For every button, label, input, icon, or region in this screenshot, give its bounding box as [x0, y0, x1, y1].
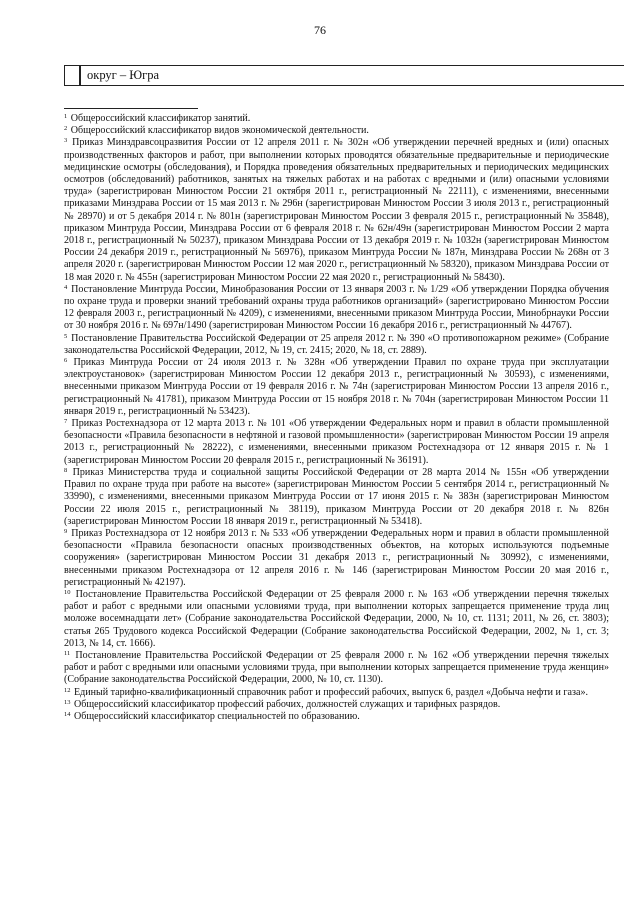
- footnote-text: Общероссийский классификатор специальностей по образованию.: [74, 710, 360, 722]
- footnote-9: [64, 528, 609, 589]
- footnote-2: [64, 125, 609, 137]
- footnote-text: Постановление Правительства Российской Федерации от 25 февраля 2000 г. № 162 «Об утверждении перечня тяжелых работ и работ с вредными или опасными условиями труда, при выполнении которых запрещается применение труда женщин» (Собрание законодательства Российской Федерации, 2000, № 10, ст. 1130).: [64, 649, 609, 686]
- footnote-text: Общероссийский классификатор занятий.: [70, 113, 251, 124]
- footnote-1: [64, 113, 609, 125]
- footnote-text: Приказ Министерства труда и социальной защиты Российской Федерации от 28 марта 2014 № 155н «Об утверждении Правил по охране труда при работе на высоте» (зарегистрирован Минюстом России 5 сентября 2014 г., регистрационный № 33990), с изменениями, внесенными приказом Минтруда России от 17 июня 2015 г. № 383н (зарегистрирован Минюстом России 22 июля 2015 г., регистрационный № 38119), приказом Минтруда России от 20 декабря 2018 г. № 826н (зарегистрирован Минюстом России 18 января 2019 г., регистрационный № 53418).: [64, 466, 609, 527]
- footnote-text: Приказ Минздравсоцразвития России от 12 апреля 2011 г. № 302н «Об утверждении перечней вредных и (или) опасных производственных факторов и работ, при выполнении которых проводятся обязательные предварительные и периодические медицинские осмотры (обследования), и Порядка проведения обязательных предварительных и периодических медицинских осмотров (обследований) работников, занятых на тяжелых работах и на работах с вредными и (или) опасными условиями труда» (зарегистрирован Минюстом России 21 октября 2011 г., регистрационный № 22111), с изменениями, внесенными приказами Минздрава России от 15 мая 2013 г. № 296н (зарегистрирован Минюстом России 3 июля 2013 г., регистрационный № 28970) и от 5 декабря 2014 г. № 801н (зарегистрирован Минюстом России 3 февраля 2015 г., регистрационный № 35848), приказом Минтруда России, Минздрава России от 6 февраля 2018 г. № 62н/49н (зарегистрирован Минюстом России 2 марта 2018 г., регистрационный № 50237), приказом Минздрава России от 13 декабря 2019 г. № 1032н (зарегистрирован Минюстом России 24 декабря 2019 г., регистрационный № 56976), приказом Минтруда России № 187н, Минздрава России № 268н от 3 апреля 2020 г. (зарегистрирован Минюстом России 12 мая 2020 г., регистрационный № 58320), приказом Минздрава России от 18 мая 2020 г. № 455н (зарегистрирован Минюстом России 22 мая 2020 г., регистрационный № 58430).: [64, 137, 609, 283]
- footnote-marker: 8: [64, 466, 68, 474]
- footnote-separator: [64, 108, 198, 109]
- footnote-marker: 2: [64, 125, 68, 133]
- footnote-8: [64, 467, 609, 528]
- footnote-3: [64, 137, 609, 283]
- footnote-10: [64, 589, 609, 650]
- footnote-text: Постановление Правительства Российской Федерации от 25 апреля 2012 г. № 390 «О противопожарном режиме» (Собрание законодательства Российской Федерации, 2012, № 19, ст. 2415; 2020, № 18, ст. 2889).: [64, 332, 609, 356]
- footnote-text: Общероссийский классификатор видов экономической деятельности.: [70, 125, 369, 137]
- footnote-text: Приказ Ростехнадзора от 12 ноября 2013 г. № 533 «Об утверждении Федеральных норм и правил в области промышленной безопасности «Правила безопасности опасных производственных объектов, на которых используются подъемные сооружения» (зарегистрирован Минюстом России 31 декабря 2013 г., регистрационный № 30992), с изменениями, внесенными приказом Ростехнадзора от 12 апреля 2016 г. № 146 (зарегистрирован Минюстом России 20 мая 2016 г., регистрационный № 42197).: [64, 527, 609, 588]
- footnote-marker: 6: [64, 357, 68, 365]
- footnote-text: Постановление Минтруда России, Минобразования России от 13 января 2003 г. № 1/29 «Об утверждении Порядка обучения по охране труда и проверки знаний требований охраны труда работников организаций» (зарегистрировано Минюстом России 12 февраля 2003 г., регистрационный № 4209), с изменениями, внесенными приказом Минтруда России, Минобрнауки России от 30 ноября 2016 г. № 697н/1490 (зарегистрирован Минюстом России 16 декабря 2016 г., регистрационный № 44767).: [64, 283, 609, 332]
- footnote-marker: 14: [64, 710, 71, 718]
- footnote-marker: 5: [64, 332, 68, 340]
- footnote-12: [64, 687, 609, 699]
- footnote-7: [64, 418, 609, 467]
- page-number: 76: [314, 23, 326, 37]
- footnote-4: [64, 284, 609, 333]
- footnote-text: Постановление Правительства Российской Федерации от 25 февраля 2000 г. № 163 «Об утверждении перечня тяжелых работ и работ с вредными или опасными условиями труда, при выполнении которых запрещается применение труда лиц моложе восемнадцати лет» (Собрание законодательства Российской Федерации, 2000, № 10, ст. 1131; 2011, № 26, ст. 3803); статья 265 Трудового кодекса Российской Федерации (Собрание законодательства Российской Федерации, 2002, № 1, ст. 3; 2013, № 14, ст. 1666).: [64, 588, 609, 649]
- footnote-13: [64, 699, 609, 711]
- footnote-text: Приказ Ростехнадзора от 12 марта 2013 г. № 101 «Об утверждении Федеральных норм и правил в области промышленной безопасности «Правила безопасности в нефтяной и газовой промышленности» (зарегистрирован Минюстом России 19 апреля 2013 г., регистрационный № 28222), с изменениями, внесенными приказом Ростехнадзора от 12 января 2015 г. № 1 (зарегистрирован Минюстом России 20 февраля 2015 г., регистрационный № 36191).: [64, 418, 610, 466]
- table-fragment: [64, 65, 624, 86]
- table-cell-region: округ – Югра: [80, 66, 624, 85]
- footnote-marker: 3: [64, 137, 68, 145]
- footnotes-section: [64, 113, 609, 723]
- footnote-14: [64, 711, 609, 723]
- table-cell-empty: [65, 66, 80, 85]
- footnote-marker: 1: [64, 113, 68, 120]
- footnote-text: Приказ Минтруда России от 24 июля 2013 г. № 328н «Об утверждении Правил по охране труда при эксплуатации электроустановок» (зарегистрирован Минюстом России 12 декабря 2013 г., регистрационный № 30593), с изменениями, внесенными приказом Минтруда России от 19 февраля 2016 г. № 74н (зарегистрирован Минюстом России 13 апреля 2016 г., регистрационный № 41781), приказом Минтруда России от 15 ноября 2018 г. № 704н (зарегистрирован Минюстом России 11 января 2019 г., регистрационный № 53423).: [64, 357, 610, 417]
- footnote-text: Общероссийский классификатор профессий рабочих, должностей служащих и тарифных разрядов.: [74, 698, 501, 710]
- footnote-marker: 12: [64, 686, 71, 694]
- footnote-11: [64, 650, 609, 687]
- footnote-marker: 10: [64, 588, 71, 596]
- footnote-marker: 9: [64, 527, 68, 535]
- footnote-marker: 11: [64, 649, 71, 657]
- footnote-6: [64, 357, 609, 418]
- footnote-marker: 13: [64, 698, 71, 706]
- footnote-marker: 7: [64, 418, 68, 426]
- footnote-text: Единый тарифно-квалификационный справочник работ и профессий рабочих, выпуск 6, раздел «Добыча нефти и газа».: [74, 686, 588, 698]
- footnote-marker: 4: [64, 283, 68, 291]
- footnote-5: [64, 333, 609, 357]
